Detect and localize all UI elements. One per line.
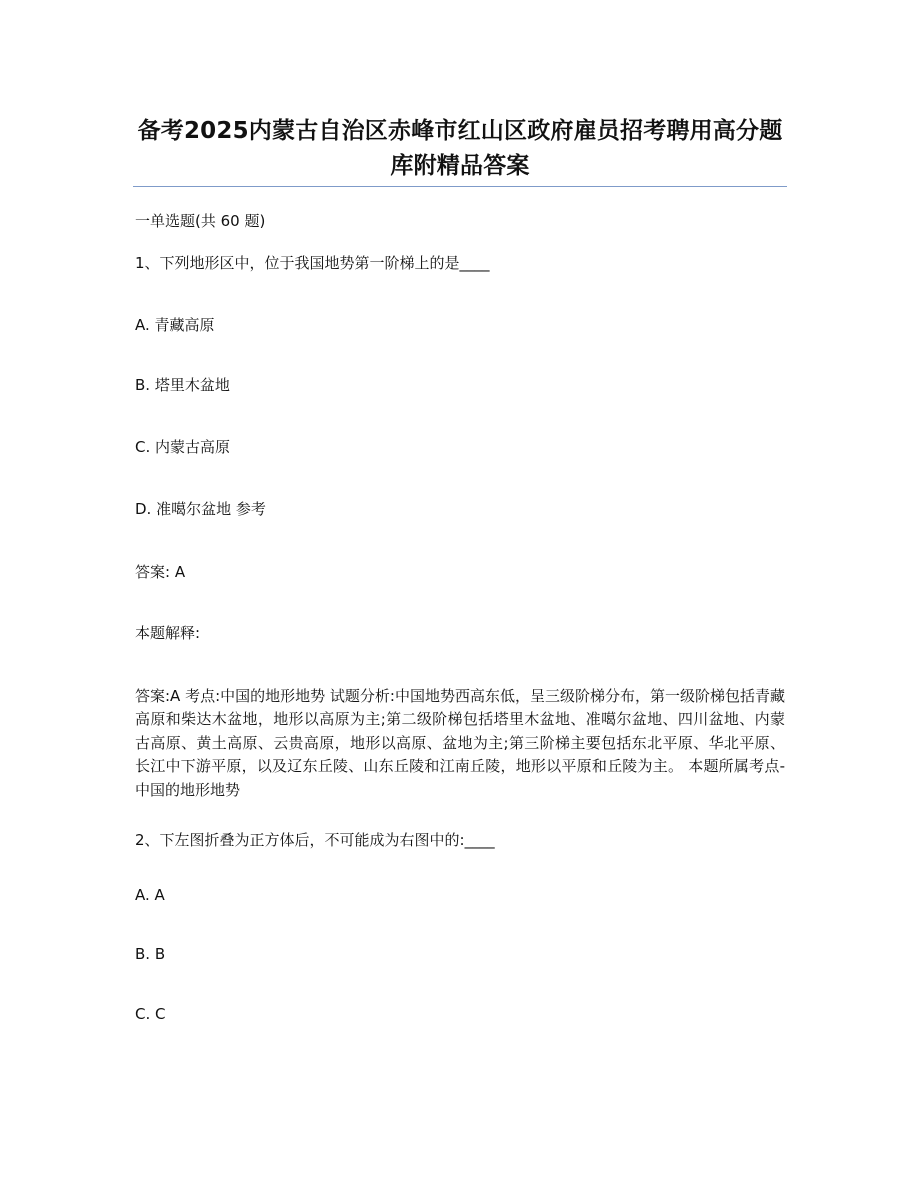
question-1-answer: 答案: A <box>135 563 186 581</box>
question-1-stem: 1、下列地形区中，位于我国地势第一阶梯上的是____ <box>135 254 490 272</box>
question-2-stem: 2、下左图折叠为正方体后，不可能成为右图中的:____ <box>135 831 495 849</box>
question-1-explanation-label: 本题解释: <box>135 624 201 642</box>
title-divider <box>133 186 787 187</box>
question-2-option-c: C. C <box>135 1005 166 1023</box>
document-title: 备考2025内蒙古自治区赤峰市红山区政府雇员招考聘用高分题库附精品答案 <box>137 118 783 179</box>
question-2-option-b: B. B <box>135 945 166 963</box>
question-1-explanation: 答案:A 考点:中国的地形地势 试题分析:中国地势西高东低，呈三级阶梯分布，第一级阶梯包括青藏高原和柴达木盆地，地形以高原为主;第二级阶梯包括塔里木盆地、准噶尔盆地、四川盆地、内蒙古高原、黄土高原、云贵高原，地形以高原、盆地为主;第三阶梯主要包括东北平原、华北平原、长江中下游平原，以及辽东丘陵、山东丘陵和江南丘陵，地形以平原和丘陵为主。 本题所属考点-中国的地形地势 <box>135 687 785 799</box>
section-label: 一单选题(共 60 题) <box>135 212 266 230</box>
question-1-option-d: D. 准噶尔盆地 参考 <box>135 500 266 518</box>
question-1-option-a: A. 青藏高原 <box>135 316 215 334</box>
question-1-option-b: B. 塔里木盆地 <box>135 376 230 394</box>
question-1-option-c: C. 内蒙古高原 <box>135 438 231 456</box>
question-2-option-a: A. A <box>135 886 165 904</box>
